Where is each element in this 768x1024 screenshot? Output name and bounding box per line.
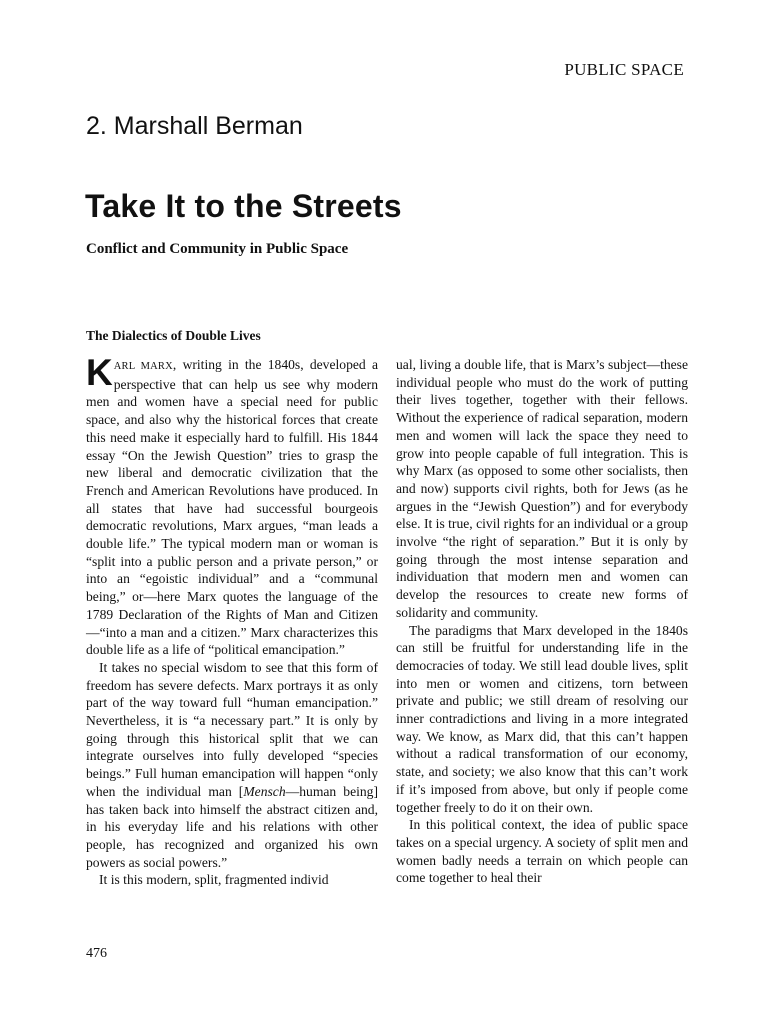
italic-term: Mensch — [243, 783, 286, 799]
paragraph-text: , writing in the 1840s, developed a perspective that can help us see why modern men and women have a special need for public space, and also why the historical forces that create this need make it especially hard to fulfill. His 1844 essay “On the Jewish Question” tries to grasp the new liberal and democratic civilization that the French and American Revolutions have produced. In all states that have had successful bourgeois democratic revolutions, Marx argues, “man leads a double life.” The typical modern man or woman is “split into a public person and a private person,” or into an “egoistic individual” and a “communal being,” or—here Marx quotes the language of the 1789 Declaration of the Rights of Man and Citizen—“into a man and a citizen.” Marx characterizes this double life as a life of “political emancipation.” — [86, 357, 378, 658]
left-column — [86, 352, 379, 889]
chapter-author: 2. Marshall Berman — [86, 112, 303, 140]
paragraph: It is this modern, split, fragmented individ — [99, 872, 329, 888]
running-head: PUBLIC SPACE — [564, 60, 684, 79]
paragraph — [86, 659, 378, 871]
paragraph — [86, 352, 378, 659]
paragraph-text: It takes no special wisdom to see that this form of freedom has severe defects. Marx portrays it as only part of the way toward full “human emancipation.” Nevertheless, it is “a necessary part.” It is only by going through this historical split that we can integrate ourselves into fully developed “species beings.” Full human emancipation will happen “only when the individual man [ — [86, 659, 378, 799]
right-column — [396, 356, 688, 887]
paragraph: ual, living a double life, that is Marx’s subject—these individual people who must do the work of putting their lives together, together with their fellows. Without the experience of radical separation, modern men and women will lack the space they need to grow into people capable of full integration. This is why Marx (as opposed to some other socialists, then and now) supports civil rights, both for Jews (as he argues in the “Jewish Question”) and for everybody else. It is true, civil rights for an individual or a group involve “the right of separation.” But it is only by going through the most intense separation and individuation that modern men and women can develop the resources to create new forms of solidarity and community. — [396, 357, 688, 620]
chapter-title: Take It to the Streets — [85, 188, 402, 224]
lead-smallcaps: ARL MARX — [113, 361, 173, 372]
section-heading: The Dialectics of Double Lives — [86, 328, 261, 343]
paragraph: In this political context, the idea of public space takes on a special urgency. A society of split men and women badly needs a terrain on which people can come together to heal their — [396, 817, 688, 886]
page-number: 476 — [86, 946, 107, 961]
drop-cap: K — [86, 352, 113, 393]
paragraph: The paradigms that Marx developed in the 1840s can still be fruitful for understanding life in the democracies of today. We still lead double lives, split into men or women and citizens, torn between private and public; we still dream of resolving our inner contradictions and living in a more integrated way. We know, as Marx did, that this can’t happen without a radical transformation of our economy, state, and society; we also know that this can’t work if it’s imposed from above, but only if people come together freely to do it on their own. — [396, 622, 688, 815]
chapter-subtitle: Conflict and Community in Public Space — [86, 241, 349, 257]
paragraph-text: —human being] has taken back into himself the abstract citizen and, in his everyday life and his relations with other people, has recognized and organized his own powers as social powers.” — [86, 783, 379, 870]
